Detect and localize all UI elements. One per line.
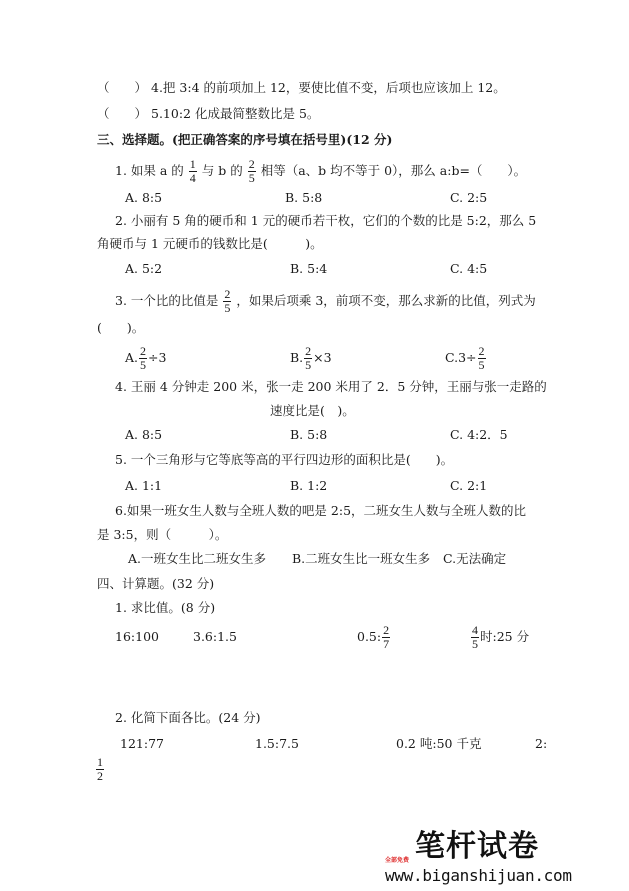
option-a[interactable]: A. 1:1 [125, 478, 163, 493]
question-3-5: 5. 一个三角形与它等底等高的平行四边形的面积比是( )。 [115, 452, 454, 467]
option-c[interactable]: C.无法确定 [443, 551, 507, 566]
fraction: $\frac{2}{5}$ [248, 157, 255, 185]
option-b[interactable]: B. $\frac{2}{5}$ ×3 [290, 344, 332, 372]
question-3-4-line1: 4. 王丽 4 分钟走 200 米，张一走 200 米用了 2．5 分钟，王丽与张一走路的 [115, 379, 547, 394]
question-3-2-line1: 2. 小丽有 5 角的硬币和 1 元的硬币若干枚，它们的个数的比是 5:2，那么 5 [115, 213, 537, 228]
question-3-2-line2: 角硬币与 1 元硬币的钱数比是( )。 [97, 236, 323, 251]
option-c[interactable]: C. 4:2．5 [450, 427, 508, 442]
option-b[interactable]: B.二班女生比一班女生多 [292, 551, 431, 566]
sub-2-title: 2. 化简下面各比。(24 分) [115, 710, 261, 725]
fraction: $\frac{2}{7}$ [383, 623, 390, 651]
section-4-title: 四、计算题。(32 分) [97, 576, 215, 591]
watermark-logo [385, 828, 625, 888]
fraction: $\frac{2}{5}$ [224, 287, 231, 315]
question-3-1: 1. 如果 a 的 $\frac{1}{4}$ 与 b 的 $\frac{2}{5}$ 相等（a、b 均不等于 0），那么 a:b=（ ）。 [115, 157, 527, 185]
fraction: $\frac{1}{2}$ [97, 755, 103, 783]
fraction: $\frac{2}{5}$ [478, 344, 485, 372]
wrapped-fraction [95, 756, 105, 783]
fraction: $\frac{2}{5}$ [140, 344, 147, 372]
question-3-3: 3. 一个比的比值是 $\frac{2}{5}$ ，如果后项乘 3，前项不变，那么求新的比值，列式为 [115, 287, 536, 315]
calc-item-3: 0.5: $\frac{2}{7}$ [357, 623, 390, 651]
calc-item-4: $\frac{4}{5}$ 时:25 分 [472, 623, 530, 651]
option-a[interactable]: A. 8:5 [125, 190, 163, 205]
simplify-item-2: 1.5:7.5 [255, 736, 299, 751]
option-c[interactable]: C. 4:5 [450, 261, 488, 276]
option-a[interactable]: A.一班女生比二班女生多 [128, 551, 267, 566]
simplify-item-4: 2: [535, 736, 548, 751]
option-a[interactable]: A. 5:2 [125, 261, 163, 276]
answer-paren[interactable]: （ ） [97, 106, 148, 121]
section-3-title: 三、选择题。(把正确答案的序号填在括号里)(12 分) [97, 132, 393, 147]
judgment-item-4 [97, 80, 506, 96]
calc-item-1: 16:100 [115, 629, 159, 644]
question-3-4-line2: 速度比是( )。 [270, 403, 355, 418]
option-b[interactable]: B. 1:2 [290, 478, 328, 493]
fraction: $\frac{2}{5}$ [305, 344, 312, 372]
option-c[interactable]: C. 2:5 [450, 190, 488, 205]
option-b[interactable]: B. 5:8 [290, 427, 328, 442]
logo-url: www.biganshijuan.com [385, 866, 572, 885]
simplify-item-3: 0.2 吨:50 千克 [396, 736, 482, 751]
answer-paren[interactable]: （ ） [97, 80, 148, 95]
question-text: 5.10:2 化成最简整数比是 5。 [151, 106, 320, 121]
option-c[interactable]: C. 2:1 [450, 478, 488, 493]
option-a[interactable]: A. 8:5 [125, 427, 163, 442]
fraction: $\frac{1}{4}$ [189, 157, 196, 185]
question-3-6-line1: 6.如果一班女生人数与全班人数的吧是 2:5，二班女生人数与全班人数的比 [115, 503, 527, 518]
option-c[interactable]: C.3÷ $\frac{2}{5}$ [445, 344, 485, 372]
judgment-item-5 [97, 106, 319, 122]
simplify-item-1: 121:77 [120, 736, 164, 751]
option-b[interactable]: B. 5:8 [285, 190, 323, 205]
calc-item-2: 3.6:1.5 [193, 629, 237, 644]
free-tag: 全部免费 [385, 857, 410, 864]
option-a[interactable]: A. $\frac{2}{5}$ ÷3 [125, 344, 167, 372]
question-3-3-line2: ( )。 [97, 320, 145, 335]
sub-1-title: 1. 求比值。(8 分) [115, 600, 216, 615]
logo-title: 笔杆试卷 [415, 829, 539, 864]
question-3-6-line2: 是 3:5，则（ ）。 [97, 527, 228, 542]
question-text: 4.把 3:4 的前项加上 12，要使比值不变，后项也应该加上 12。 [151, 80, 506, 95]
fraction: $\frac{4}{5}$ [472, 623, 478, 651]
option-b[interactable]: B. 5:4 [290, 261, 328, 276]
